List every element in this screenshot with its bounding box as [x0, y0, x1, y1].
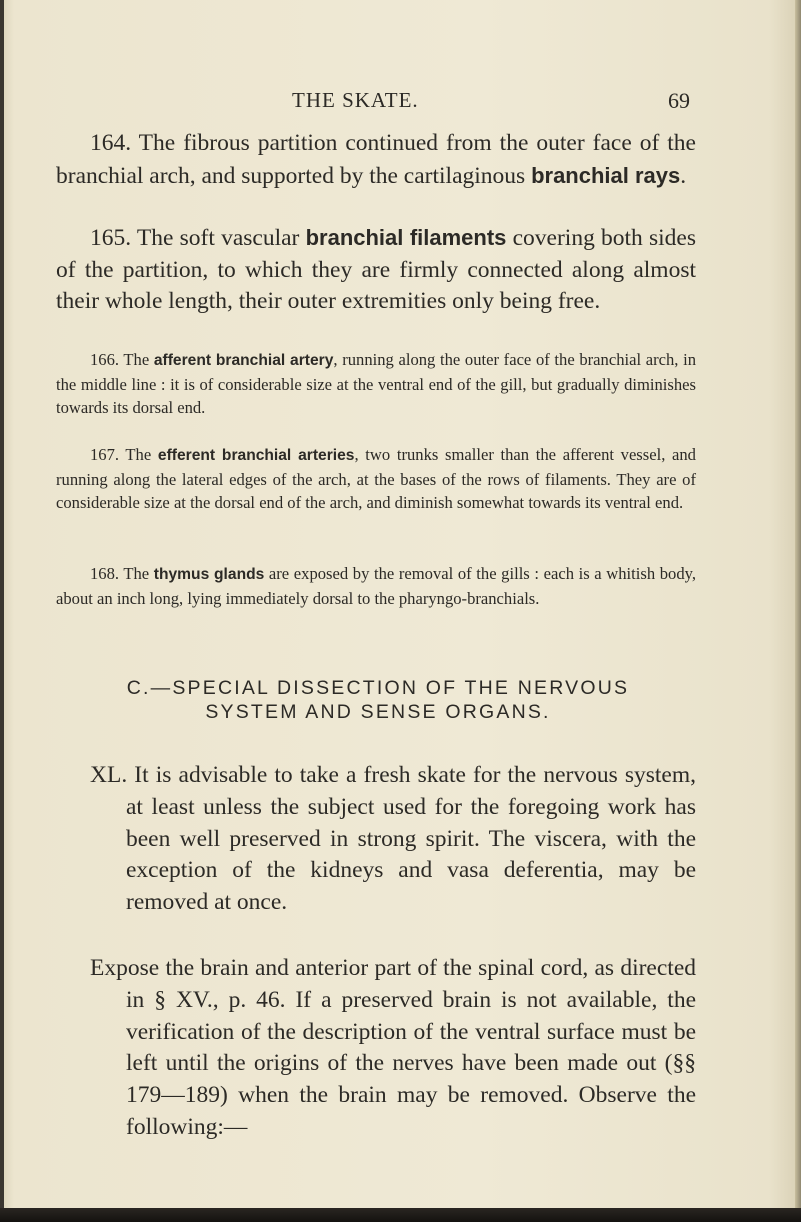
page-header	[60, 88, 690, 116]
paragraph-expose-brain: Expose the brain and anterior part of the spinal cord, as directed in § XV., p. 46. If a preserved brain is not available, the verification of the description of the ventral surface must be left until the origins of the nerves have been made out (§§ 179—189) when the brain may be removed. Observe the following:—	[90, 955, 696, 1140]
paragraph-166	[56, 348, 696, 420]
page-number: 69	[668, 88, 690, 113]
bold-term: thymus glands	[153, 566, 265, 583]
paragraph-text: , two trunks smaller than the afferent vessel, and running along the lateral edges of the arch, at the bases of the rows of filaments. They are of considerable size at the dorsal end of the arch, and diminish somewhat towards its ventral end.	[56, 445, 696, 513]
page-bottom-edge	[0, 1208, 801, 1222]
paragraph-text: are exposed by the removal of the gills : each is a whitish body, about an inch long, lying immediately dorsal to the pharyngo-branchials.	[56, 564, 697, 608]
paragraph-text: The	[119, 564, 154, 583]
paragraph-text: , running along the outer face of the branchial arch, in the middle line : it is of considerable size at the ventral end of the gill, but gradually diminishes towards its dorsal end.	[56, 350, 697, 418]
section-heading	[60, 676, 696, 724]
section-heading-line-1: C.—SPECIAL DISSECTION OF THE NERVOUS	[126, 677, 630, 699]
running-head: THE SKATE.	[292, 88, 419, 112]
paragraph-xl: XL. It is advisable to take a fresh skate for the nervous system, at least unless the subject used for the foregoing work has been well preserved in strong spirit. The viscera, with the exception of the kidneys and vasa deferentia, may be removed at once.	[90, 762, 696, 916]
paragraph-167	[56, 443, 696, 515]
bold-term: efferent branchial arteries	[157, 447, 355, 464]
paragraph-number: 168.	[90, 564, 120, 583]
paragraph-168	[56, 562, 696, 610]
paragraph-number: 164.	[90, 130, 132, 156]
paragraph-text: The soft vascular	[131, 225, 306, 251]
paragraph-number: 166.	[90, 350, 120, 369]
page-right-edge	[795, 0, 801, 1222]
bold-term: branchial rays	[531, 162, 681, 188]
paragraph-164	[56, 128, 696, 192]
paragraph-text: The	[119, 350, 154, 369]
paragraph-number: 165.	[90, 225, 132, 251]
section-heading-line-2: SYSTEM AND SENSE ORGANS.	[205, 701, 551, 723]
paragraph-165	[56, 222, 696, 318]
paragraph-text: .	[680, 162, 687, 189]
paragraph-number: 167.	[90, 445, 120, 464]
paragraph-text: The fibrous partition continued from the outer face of the branchial arch, and supported by the cartilaginous	[56, 130, 696, 189]
bold-term: branchial filaments	[305, 225, 507, 250]
paragraph-text: covering both sides of the partition, to which they are firmly connected along almost their whole length, their outer extremities only being free.	[56, 225, 696, 315]
bold-term: afferent branchial artery	[153, 352, 334, 369]
paragraph-text: The	[119, 445, 158, 464]
page-left-edge	[0, 0, 4, 1222]
